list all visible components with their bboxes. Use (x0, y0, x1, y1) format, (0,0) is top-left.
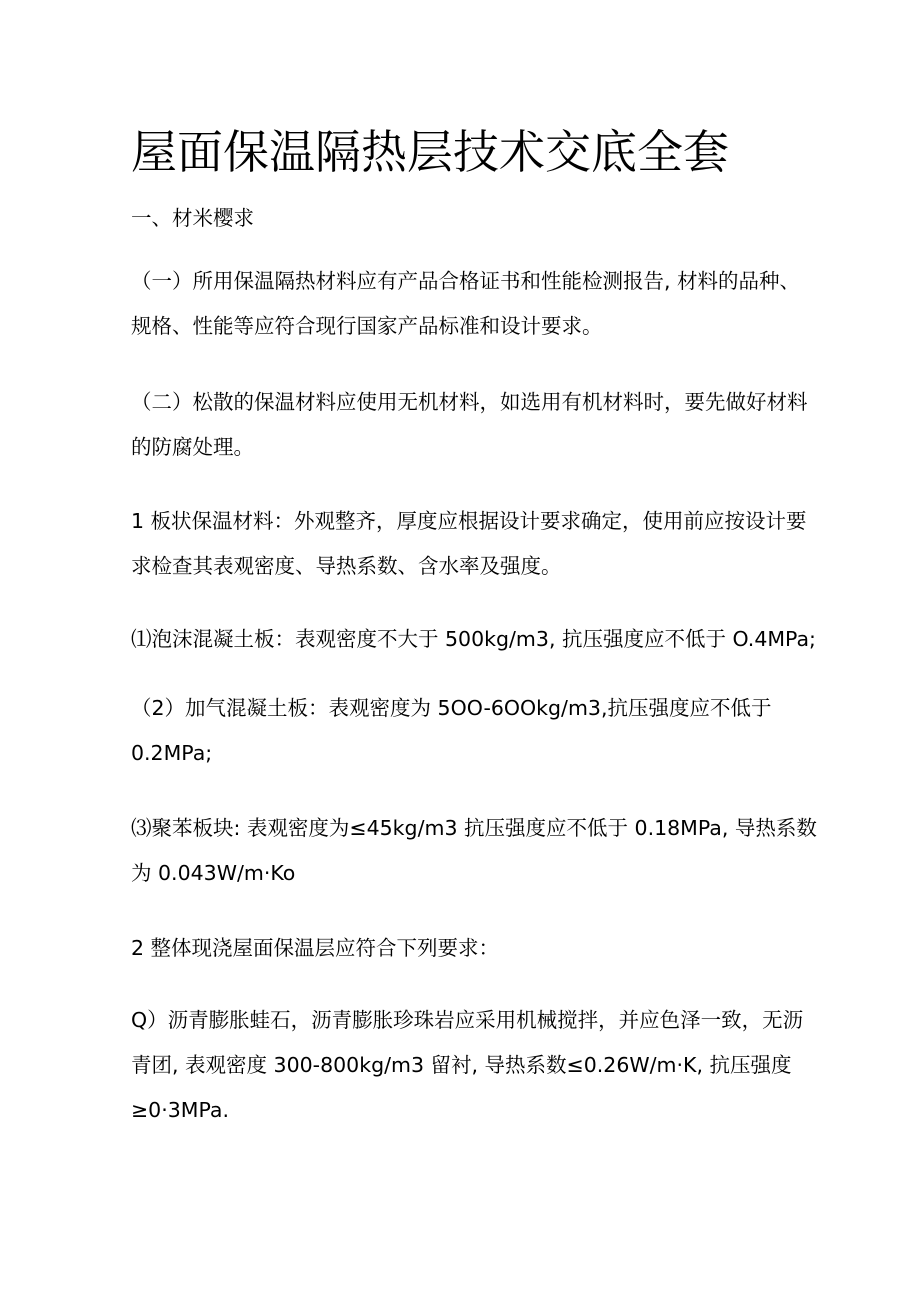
paragraph-loose-materials (131, 380, 808, 470)
paragraph-line: （2）加气混凝土板：表观密度为 5OO-6OOkg∕m3,抗压强度应不低于 (131, 696, 772, 720)
paragraph-line: Q）沥青膨胀蛙石，沥青膨胀珍珠岩应采用机械搅拌，并应色泽一致，无沥 (131, 1008, 804, 1032)
paragraph-line: ⑴泡沫混凝土板：表观密度不大于 500kg∕m3, 抗压强度应不低于 O.4MPa; (131, 627, 816, 651)
paragraph-asphalt-vermiculite (131, 998, 804, 1133)
paragraph-line: 1 板状保温材料：外观整齐，厚度应根据设计要求确定，使用前应按设计要 (131, 509, 807, 533)
paragraph-line: 为 0.043W∕m·Ko (131, 861, 296, 885)
paragraph-line: ≥0·3MPa. (131, 1098, 229, 1122)
paragraph-line: （二）松散的保温材料应使用无机材料，如选用有机材料时，要先做好材料 (131, 390, 808, 414)
paragraph-line: 0.2MPa; (131, 741, 213, 765)
paragraph-line: 青团, 表观密度 300-800kg∕m3 留衬, 导热系数≤0.26W∕m·K, 抗压强度 (131, 1053, 792, 1077)
paragraph-foam-concrete-board (131, 617, 816, 662)
paragraph-line: 求检查其表观密度、导热系数、含水率及强度。 (131, 554, 562, 578)
paragraph-materials-certificate (131, 259, 801, 349)
paragraph-aerated-concrete-board (131, 686, 796, 776)
paragraph-line: 规格、性能等应符合现行国家产品标准和设计要求。 (131, 314, 603, 338)
paragraph-cast-in-place-insulation (131, 926, 796, 971)
paragraph-board-materials (131, 499, 807, 589)
paragraph-line: 2 整体现浇屋面保温层应符合下列要求： (131, 936, 500, 960)
document-title: 屋面保温隔热层技术交底全套 (131, 125, 729, 179)
paragraph-polystyrene-board (131, 806, 817, 896)
section-heading: 一、材米樱求 (131, 206, 254, 230)
paragraph-line: 的防腐处理。 (131, 435, 254, 459)
paragraph-line: ⑶聚苯板块: 表观密度为≤45kg∕m3 抗压强度应不低于 0.18MPa, 导热系数 (131, 816, 817, 840)
paragraph-line: （一）所用保温隔热材料应有产品合格证书和性能检测报告, 材料的品种、 (131, 269, 801, 293)
